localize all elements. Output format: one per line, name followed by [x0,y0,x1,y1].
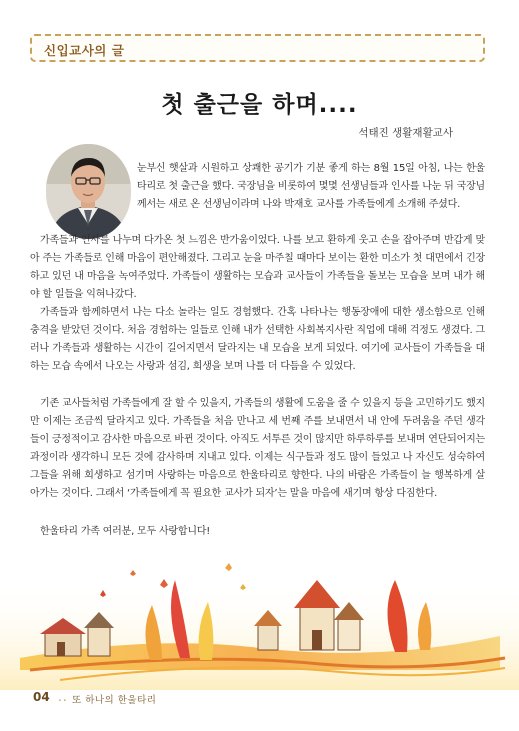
paragraph-2: 가족들과 인사를 나누며 다가온 첫 느낌은 반가움이었다. 나를 보고 환하게 웃고 손을 잡아주며 반갑게 맞아 주는 가족들로 인해 마음이 편안해졌다. 그리고 눈을 마주칠 때마다 보이는 환한 미소가 첫 대면에서 긴장하고 있던 내 마음을 녹여주었다. 가족들이 생활하는 모습과 교사들이 가족들을 돌보는 모습을 보며 내가 해야 할 일들을 익혀나갔다. [30,235,485,300]
autumn-village-illustration [0,540,519,690]
magazine-name: 또 하나의 한울타리 [72,695,157,706]
paragraph-4: 기존 교사들처럼 가족들에게 잘 할 수 있을지, 가족들의 생활에 도움을 줄 수 있을지 등을 고민하기도 했지만 이제는 조금씩 달라지고 있다. 가족들을 처음 만나고 세 번째 주를 보내면서 내 안에 두려움을 주던 생각들이 긍정적이고 감사한 마음으로 바뀐 것이다. 아직도 서투른 것이 많지만 하루하루를 보내며 연단되어지는 과정이라 생각하니 모든 것에 감사하며 지내고 있다. 이제는 식구들과 정도 많이 들었고 나 자신도 성숙하여 그들을 위해 희생하고 섬기며 사랑하는 마음으로 한울타리로 향한다. 나의 바람은 가족들이 늘 행복하게 살아가는 것이다. 그래서 ‘가족들에게 꼭 필요한 교사가 되자’는 말을 마음에 새기며 항상 다짐한다. [30,398,485,499]
person-portrait-icon [46,144,131,239]
article-author: 석태진 생활재활교사 [358,127,453,139]
paragraph-5: 한울타리 가족 여러분, 모두 사랑합니다! [40,526,211,537]
paragraph-3: 가족들과 함께하면서 나는 다소 놀라는 일도 경험했다. 간혹 나타나는 행동장애에 대한 생소함으로 인해 충격을 받았던 것이다. 처음 경험하는 일들로 인해 내가 선택한 사회복지사란 직업에 대해 걱정도 생겼다. 그러나 가족들과 생활하는 시간이 길어지면서 달라지는 내 모습을 보게 되었다. 여기에 교사들이 가족들을 대하는 모습 속에서 나오는 사랑과 섬김, 희생을 보며 나를 더 다듬을 수 있었다. [30,307,485,372]
article-title: 첫 출근을 하며.... [161,92,358,118]
page-number: 04 [33,690,50,704]
section-header-box [30,34,485,62]
section-label: 신입교사의 글 [44,43,125,58]
footer-dots: .. [58,690,68,704]
paragraph-1: 눈부신 햇살과 시원하고 상쾌한 공기가 기분 좋게 하는 8월 15일 아침, 나는 한울타리로 첫 출근을 했다. 국장님을 비롯하여 몇몇 선생님들과 인사를 나눈 뒤 국장님께서는 새로 온 선생님이라며 나와 박재호 교사를 가족들에게 소개해 주셨다. [137,163,485,210]
